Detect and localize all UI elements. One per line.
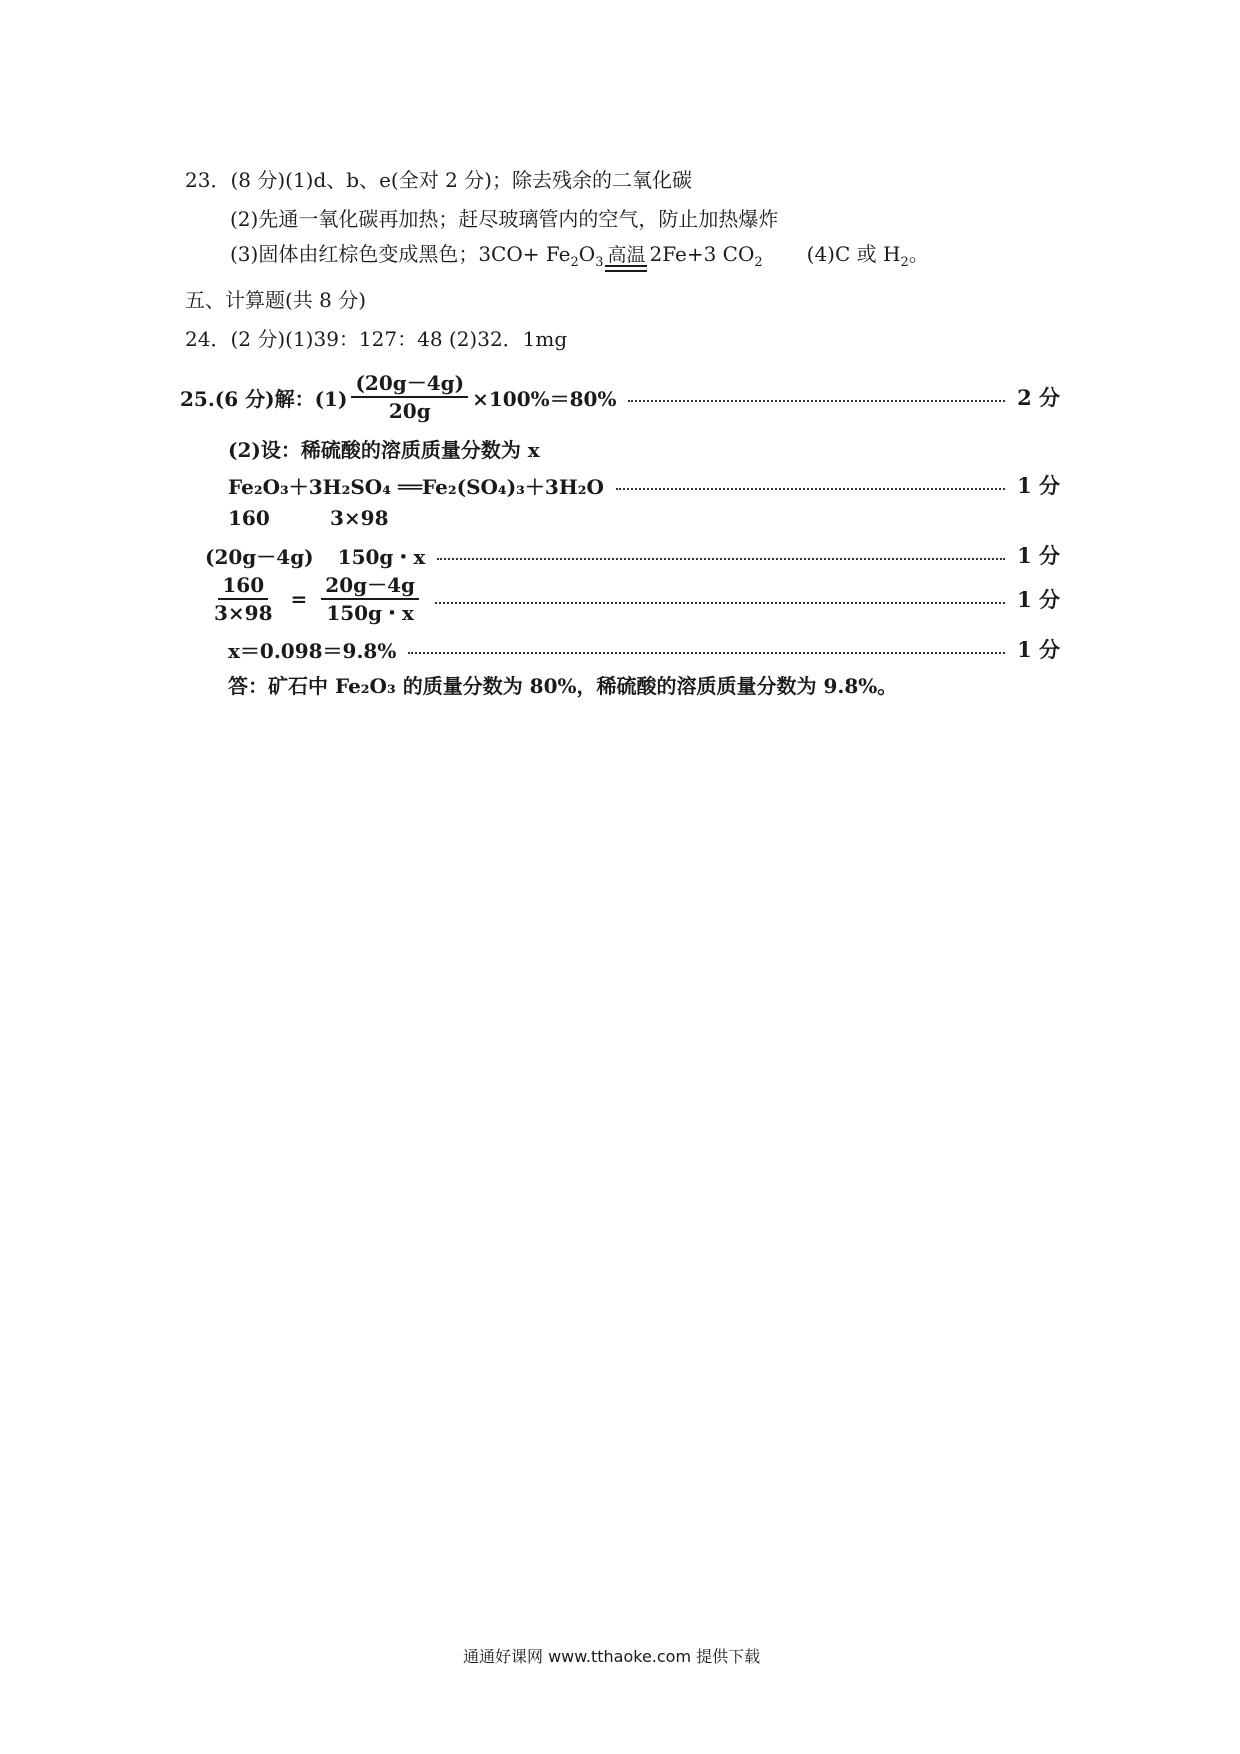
q23-end: 。	[908, 242, 929, 266]
mass-fe2o3: (20g－4g)	[205, 544, 314, 569]
dotted-leader	[437, 558, 1005, 560]
q23-co2-sub: 2	[754, 255, 763, 270]
ratio-160: 160	[228, 506, 270, 530]
score-5: 1 分	[1017, 637, 1060, 662]
q25-prefix: 25.(6 分)解：(1)	[180, 386, 348, 411]
q25-answer: 答：矿石中 Fe₂O₃ 的质量分数为 80%，稀硫酸的溶质质量分数为 9.8%。	[228, 674, 898, 698]
proportion-right-numerator: 20g－4g	[321, 574, 419, 600]
score-3: 1 分	[1017, 543, 1060, 568]
equals-sign: =	[290, 587, 308, 611]
dotted-leader	[435, 602, 1005, 604]
q23-line-2: (2)先通一氧化碳再加热；赶尽玻璃管内的空气，防止加热爆炸	[230, 207, 779, 231]
chemical-equation: Fe₂O₃＋3H₂SO₄ ══Fe₂(SO₄)₃＋3H₂O	[228, 474, 604, 499]
q25-step-1	[180, 372, 1060, 422]
q25-mass-row	[205, 540, 1060, 570]
q24-answer: 24．(2 分)(1)39：127：48 (2)32．1mg	[185, 327, 568, 351]
ratio-3x98: 3×98	[330, 506, 389, 530]
fraction-1	[351, 372, 468, 422]
footer-text: 通通好课网 www.tthaoke.com 提供下载	[463, 1647, 761, 1666]
score-4: 1 分	[1017, 587, 1060, 612]
score-1: 2 分	[1017, 385, 1060, 410]
x-result: x＝0.098＝9.8%	[228, 638, 397, 663]
proportion-right	[321, 574, 419, 624]
score-2: 1 分	[1017, 473, 1060, 498]
dotted-leader	[616, 488, 1005, 490]
condition-line	[605, 270, 647, 272]
dotted-leader	[408, 652, 1005, 654]
q25-step-2: (2)设：稀硫酸的溶质质量分数为 x	[228, 438, 540, 462]
q23-h2-sub: 2	[900, 255, 909, 270]
dotted-leader	[628, 400, 1005, 402]
q23-products: 2Fe+3 CO	[649, 242, 755, 266]
q23-o: O	[578, 242, 596, 266]
q25-result-1: ×100%＝80%	[472, 386, 617, 411]
q25-equation-row	[228, 470, 1060, 500]
proportion-right-denominator: 150g・x	[326, 601, 414, 625]
reaction-condition	[605, 246, 647, 272]
q23-o-sub: 3	[595, 255, 604, 270]
q23-part-4: (4)C 或 H	[806, 242, 901, 266]
section-5-title: 五、计算题(共 8 分)	[185, 288, 367, 312]
proportion-left-denominator: 3×98	[214, 601, 273, 625]
q23-fe-sub: 2	[570, 255, 579, 270]
q25-proportion-row	[206, 574, 1060, 624]
mass-h2so4: 150g・x	[337, 544, 426, 569]
q23-line-3-pre: (3)固体由红棕色变成黑色；3CO+ Fe	[230, 242, 571, 266]
q25-result-row	[228, 634, 1060, 664]
q23-line-3	[230, 238, 929, 272]
reaction-condition-label: 高温	[607, 244, 646, 266]
fraction-1-numerator: (20g－4g)	[351, 372, 468, 398]
proportion-left-numerator: 160	[218, 574, 268, 600]
q23-line-1: 23．(8 分)(1)d、b、e(全对 2 分)；除去残余的二氧化碳	[185, 168, 692, 192]
fraction-1-denominator: 20g	[388, 399, 431, 423]
proportion-left	[210, 574, 277, 624]
